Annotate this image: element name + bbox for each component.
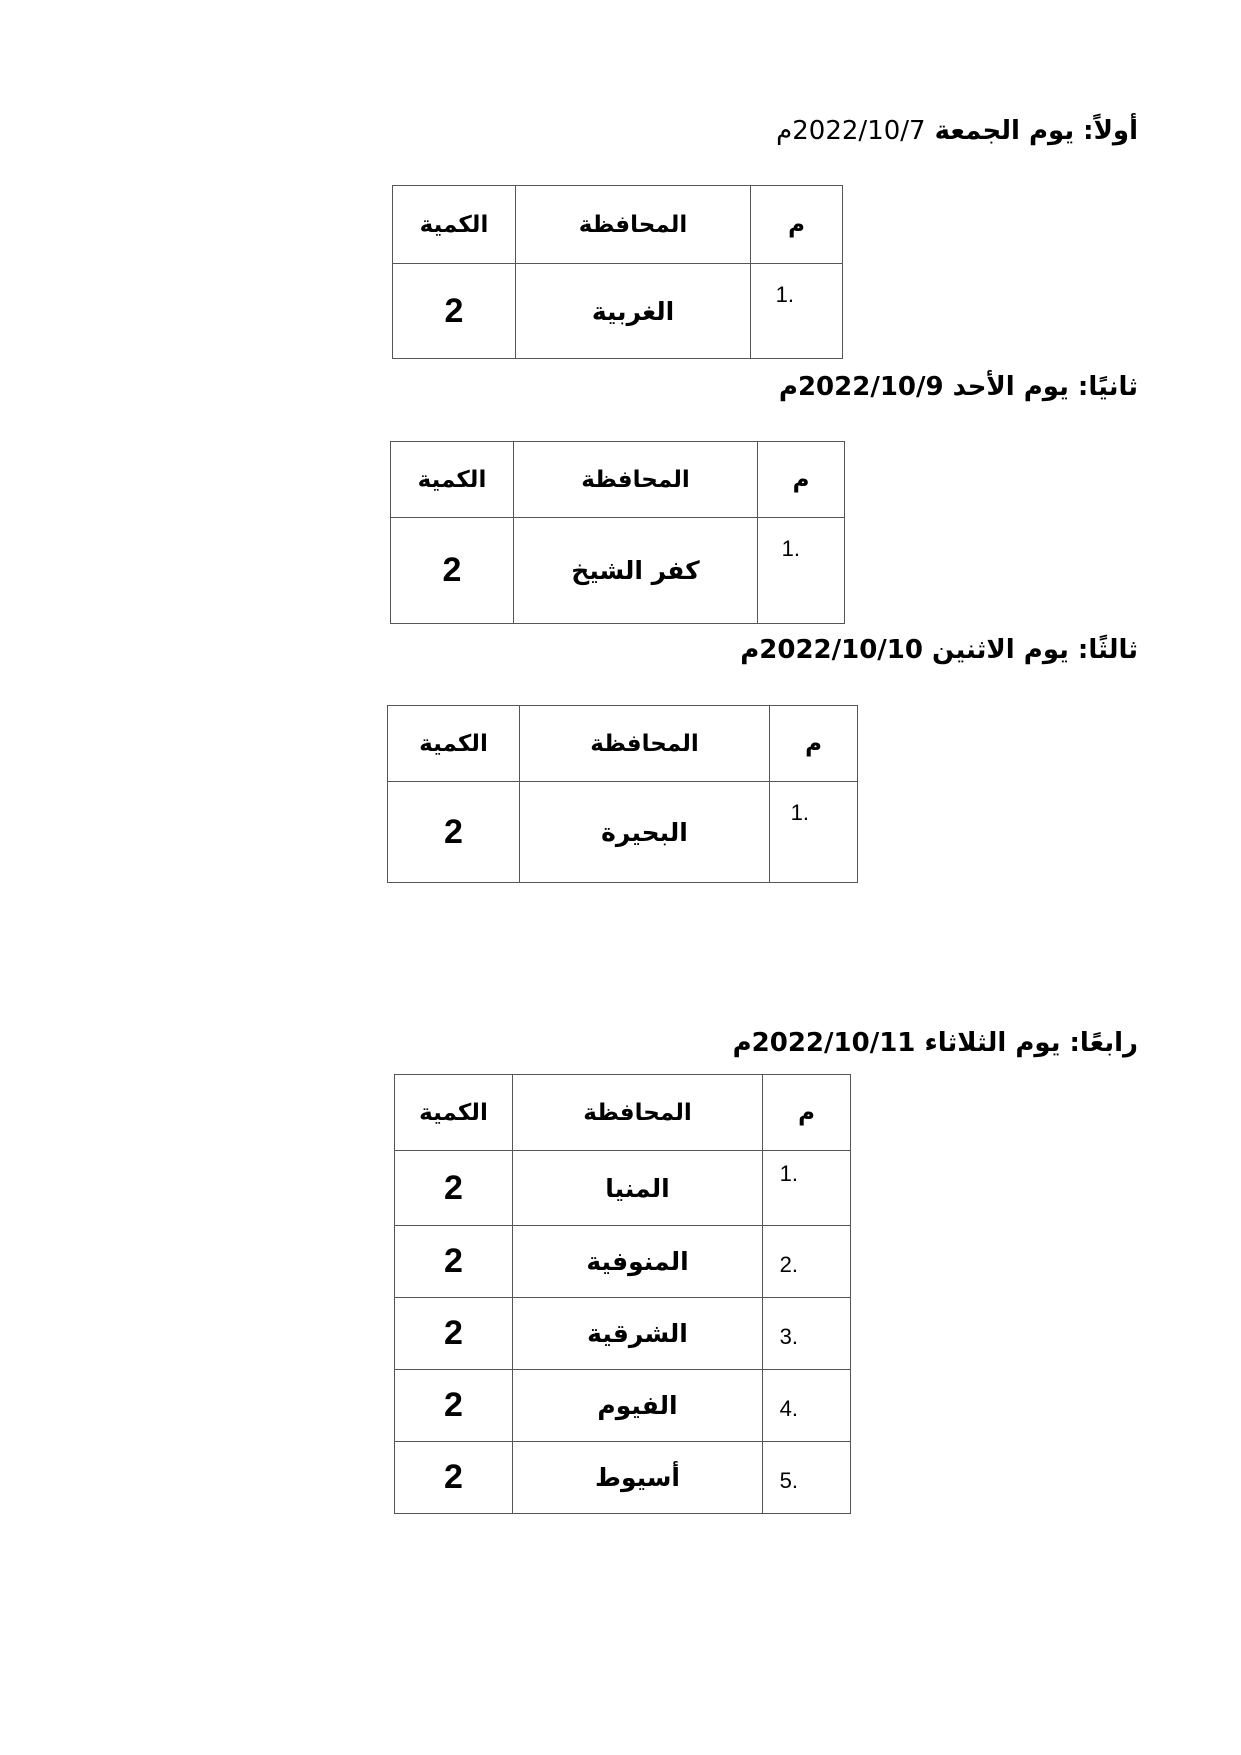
schedule-table-1: [392, 185, 843, 359]
header-governorate: المحافظة: [516, 186, 751, 264]
row-quantity: 2: [395, 1370, 513, 1442]
header-index: م: [763, 1075, 851, 1151]
row-quantity: 2: [391, 518, 514, 624]
row-quantity: 2: [388, 782, 520, 883]
table-row: [395, 1298, 851, 1370]
row-index: 1.: [779, 1161, 798, 1186]
row-index-cell: [758, 518, 845, 624]
row-governorate: الشرقية: [513, 1298, 763, 1370]
row-index-cell: [751, 264, 843, 359]
row-governorate: الغربية: [516, 264, 751, 359]
table-row: [388, 782, 858, 883]
header-quantity: الكمية: [388, 706, 520, 782]
row-index-cell: [763, 1151, 851, 1226]
header-governorate: المحافظة: [520, 706, 770, 782]
header-quantity: الكمية: [393, 186, 516, 264]
schedule-table-2: [390, 441, 845, 624]
row-quantity: 2: [395, 1298, 513, 1370]
section-date: 2022/10/9م: [778, 372, 944, 402]
section-date: 2022/10/10م: [740, 635, 923, 665]
row-index: 1.: [790, 800, 809, 825]
schedule-table-4: [394, 1074, 851, 1514]
row-index-cell: [763, 1226, 851, 1298]
row-quantity: 2: [395, 1151, 513, 1226]
row-governorate: كفر الشيخ: [514, 518, 758, 624]
section-title: ثانيًا: يوم الأحد: [952, 372, 1138, 402]
section-heading-4: [733, 1028, 1138, 1058]
section-title: ثالثًا: يوم الاثنين: [932, 635, 1138, 665]
table-row: [395, 1370, 851, 1442]
header-index: م: [758, 442, 845, 518]
section-date: 2022/10/11م: [732, 1028, 916, 1058]
row-index-cell: [763, 1298, 851, 1370]
section-heading-1: [776, 116, 1138, 146]
header-index: م: [751, 186, 843, 264]
header-index: م: [770, 706, 858, 782]
row-index-cell: [770, 782, 858, 883]
row-index: 2.: [779, 1252, 798, 1277]
row-index-cell: [763, 1442, 851, 1514]
row-index: 5.: [779, 1468, 798, 1493]
row-quantity: 2: [395, 1226, 513, 1298]
row-governorate: البحيرة: [520, 782, 770, 883]
row-governorate: المنوفية: [513, 1226, 763, 1298]
header-quantity: الكمية: [395, 1075, 513, 1151]
section-heading-3: [740, 635, 1138, 665]
table-row: [393, 264, 843, 359]
table-row: [391, 518, 845, 624]
row-governorate: المنيا: [513, 1151, 763, 1226]
row-quantity: 2: [393, 264, 516, 359]
row-index: 1.: [781, 536, 800, 561]
table-row: [395, 1151, 851, 1226]
table-row: [395, 1226, 851, 1298]
row-governorate: أسيوط: [513, 1442, 763, 1514]
row-index: 3.: [779, 1324, 798, 1349]
row-index: 4.: [779, 1396, 798, 1421]
row-index-cell: [763, 1370, 851, 1442]
row-index: 1.: [775, 282, 794, 307]
schedule-table-3: [387, 705, 858, 883]
table-row: [395, 1442, 851, 1514]
header-quantity: الكمية: [391, 442, 514, 518]
header-governorate: المحافظة: [513, 1075, 763, 1151]
row-quantity: 2: [395, 1442, 513, 1514]
section-title: أولاً: يوم الجمعة: [934, 116, 1138, 146]
header-governorate: المحافظة: [514, 442, 758, 518]
row-governorate: الفيوم: [513, 1370, 763, 1442]
section-title: رابعًا: يوم الثلاثاء: [924, 1028, 1138, 1058]
section-date: 2022/10/7م: [776, 116, 926, 146]
section-heading-2: [779, 372, 1138, 402]
